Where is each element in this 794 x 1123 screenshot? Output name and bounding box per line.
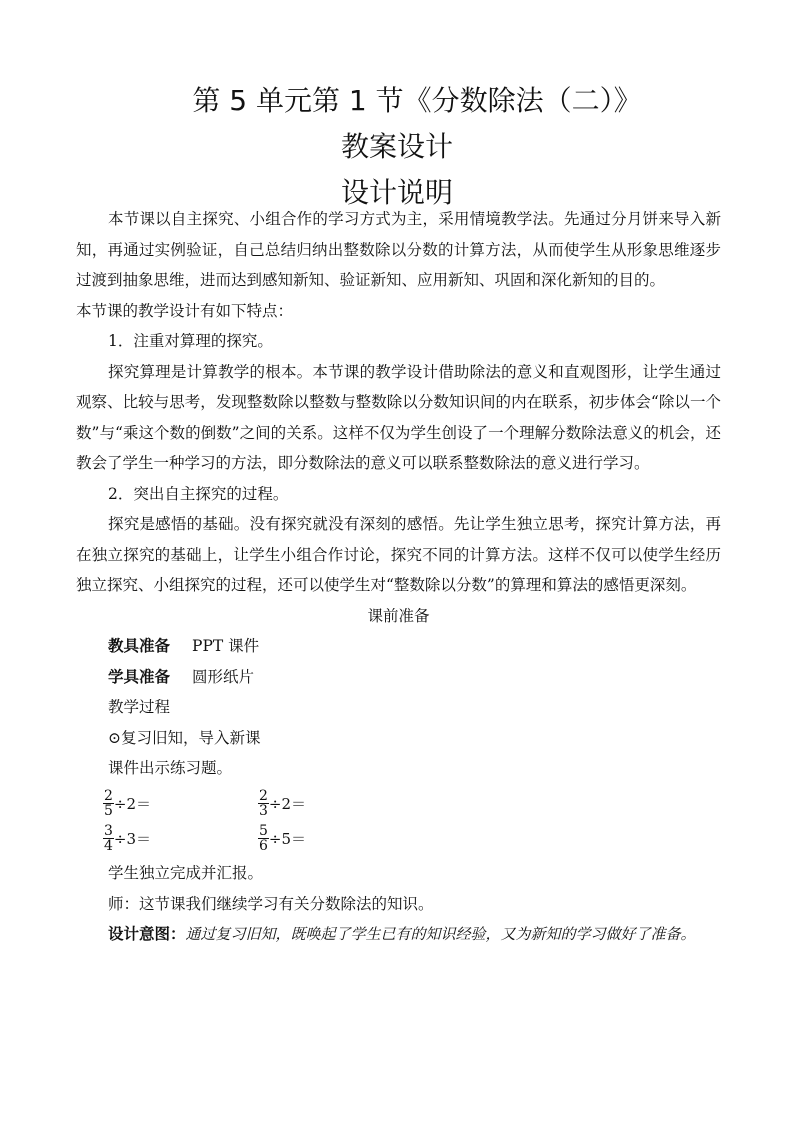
- lesson-subtitle: 教案设计: [340, 130, 453, 163]
- teacher-line: 师：这节课我们继续学习有关分数除法的知识。: [108, 894, 434, 913]
- exercise-rest: ÷2＝: [113, 794, 152, 813]
- exercise-rest: ÷5＝: [268, 829, 307, 848]
- title-block: [0, 78, 794, 216]
- point1-heading: 1．注重对算理的探究。: [108, 332, 273, 350]
- point2-text: 探究是感悟的基础。没有探究就没有深刻的感悟。先让学生独立思考，探究计算方法，再在独立探究的基础上，让学生小组合作讨论，探究不同的计算方法。这样不仅可以使学生经历独立探究、小组探究的过程，还可以使学生对“整数除以分数”的算理和算法的感悟更深刻。: [76, 515, 721, 594]
- exercise-rest: ÷2＝: [268, 794, 307, 813]
- exercise-item: [103, 788, 258, 819]
- exercise-intro: 课件出示练习题。: [108, 759, 233, 777]
- exercise-item: [103, 823, 258, 854]
- denominator: 5: [104, 803, 113, 819]
- exercise-item: [258, 823, 458, 854]
- prep-heading: 课前准备: [367, 606, 430, 625]
- design-intent: [76, 919, 721, 950]
- numerator: 2: [259, 788, 268, 804]
- lesson-title: 第 5 单元第 1 节《分数除法（二）》: [192, 84, 642, 117]
- exercise-rest: ÷3＝: [113, 829, 152, 848]
- exercise-list: [76, 788, 721, 855]
- numerator: 3: [104, 823, 113, 840]
- point2-heading: 2．突出自主探究的过程。: [108, 484, 289, 503]
- numerator: 2: [104, 788, 113, 804]
- design-intent-text: 通过复习旧知，既唤起了学生已有的知识经验，又为新知的学习做好了准备。: [185, 925, 696, 943]
- student-prep-label: 学具准备: [108, 666, 171, 686]
- fraction: [258, 824, 269, 853]
- report-line: 学生独立完成并汇报。: [108, 864, 264, 882]
- student-prep-value: 圆形纸片: [192, 667, 255, 686]
- exercise-item: [258, 788, 458, 819]
- document-body: [76, 204, 721, 950]
- teacher-prep: [76, 631, 721, 662]
- denominator: 4: [104, 838, 113, 855]
- fraction: [258, 789, 269, 818]
- denominator: 6: [259, 838, 268, 855]
- teacher-prep-label: 教具准备: [108, 636, 171, 655]
- denominator: 3: [259, 803, 268, 819]
- section-heading-design-notes: 设计说明: [340, 176, 453, 209]
- student-prep: [76, 662, 721, 693]
- fraction: [103, 824, 114, 853]
- numerator: 5: [259, 823, 268, 840]
- intro-paragraph: 本节课以自主探究、小组合作的学习方式为主，采用情境教学法。先通过分月饼来导入新知，再通过实例验证，自己总结归纳出整数除以分数的计算方法，从而使学生从形象思维逐步过渡到抽象思维，进而达到感知新知、验证新知、应用新知、巩固和深化新知的目的。: [76, 210, 721, 289]
- step1-heading: ⊙复习旧知，导入新课: [108, 728, 261, 747]
- fraction: [103, 789, 114, 818]
- features-intro: 本节课的教学设计有如下特点：: [76, 301, 294, 320]
- teacher-prep-value: PPT 课件: [192, 637, 260, 655]
- point1-text: 探究算理是计算教学的根本。本节课的教学设计借助除法的意义和直观图形，让学生通过观察、比较与思考，发现整数除以整数与整数除以分数知识间的内在联系，初步体会“除以一个数”与“乘这个数的倒数”之间的关系。这样不仅为学生创设了一个理解分数除法意义的机会，还教会了学生一种学习的方法，即分数除法的意义可以联系整数除法的意义进行学习。: [76, 362, 721, 472]
- process-heading: 教学过程: [108, 698, 171, 716]
- design-intent-label: 设计意图：: [108, 924, 186, 943]
